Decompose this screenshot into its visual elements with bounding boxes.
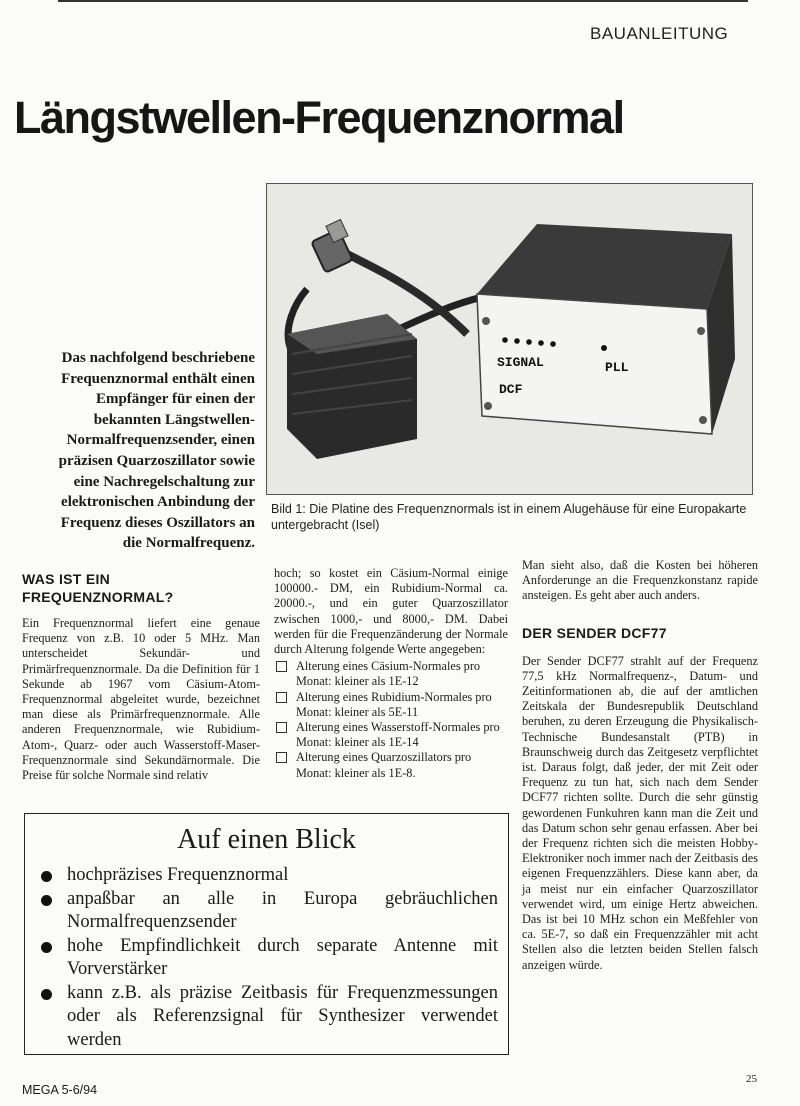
article-title: Längstwellen-Frequenznormal bbox=[14, 92, 624, 143]
paragraph: hoch; so kostet ein Cäsium-Normal einige 100000.- DM, ein Rubidium-Normal ca. 20000.-, und ein guter Quarzoszillator zwischen 1000,- und 8000,- DM. Dabei werden für die Frequenzänderung der Normale durch Alterung folgende Werte angegeben: bbox=[274, 566, 508, 657]
lead-line: bekannten Längstwellen- bbox=[93, 411, 255, 428]
top-rule bbox=[58, 0, 748, 2]
summary-item-text: anpaßbar an alle in Europa gebräuchlichen Normalfrequenzsender bbox=[67, 888, 498, 932]
aging-checklist bbox=[274, 659, 508, 781]
checklist-text: Alterung eines Cäsium-Normales pro Monat: kleiner als 1E-12 bbox=[296, 659, 481, 689]
summary-item-text: hochpräzises Frequenznormal bbox=[67, 865, 289, 885]
lead-line: Empfänger für einen der bbox=[95, 391, 255, 408]
section-heading: WAS IST EIN FREQUENZNORMAL? bbox=[22, 571, 174, 605]
checkbox-icon bbox=[276, 661, 287, 672]
magazine-issue: MEGA 5-6/94 bbox=[22, 1083, 98, 1097]
pll-label: PLL bbox=[605, 360, 629, 375]
lead-line: Frequenz dieses Oszillators an bbox=[60, 514, 255, 531]
checklist-text: Alterung eines Wasserstoff-Normales pro Monat: kleiner als 1E-14 bbox=[296, 720, 500, 750]
summary-item bbox=[67, 864, 498, 888]
lead-line: elektronischen Anbindung der bbox=[61, 494, 255, 511]
figure-caption: Bild 1: Die Platine des Frequenznormals ist in einem Alugehäuse für eine Europakarte untergebracht (Isel) bbox=[271, 502, 747, 532]
summary-box bbox=[24, 813, 509, 1055]
paragraph: Ein Frequenznormal liefert eine genaue Frequenz von z.B. 10 oder 5 MHz. Man unterscheidet Sekundär- und Primärfrequenznormale. Da die Definition für 1 Sekunde ab 1967 vom Cäsium-Atom-Frequenznormal abgeleitet wurde, bezeichnet man diese als Primärfrequenznormale. Alle anderen Frequenznormale, wie Rubidium-Atom-, Quarz- oder auch Wasserstoff-Maser-Frequenznormale sind Sekundärnormale. Die Preise für solche Normale sind relativ bbox=[22, 616, 260, 783]
paragraph: Man sieht also, daß die Kosten bei höheren Anforderunge an die Frequenzkonstanz rapide ansteigen. Es geht aber auch anders. bbox=[522, 558, 758, 603]
bullet-icon bbox=[41, 989, 52, 1000]
checklist-item bbox=[274, 750, 508, 780]
device-photo bbox=[266, 183, 753, 495]
section-heading: DER SENDER DCF77 bbox=[522, 624, 667, 641]
summary-item-text: hohe Empfindlichkeit durch separate Antenne mit Vorverstärker bbox=[67, 935, 498, 979]
checkbox-icon bbox=[276, 722, 287, 733]
lead-line: die Normalfrequenz. bbox=[122, 535, 255, 552]
page-number: 25 bbox=[746, 1073, 757, 1085]
device-illustration bbox=[267, 184, 752, 494]
dcf-label: DCF bbox=[499, 382, 523, 397]
checkbox-icon bbox=[276, 752, 287, 763]
column-3 bbox=[522, 558, 758, 973]
bullet-icon bbox=[41, 871, 52, 882]
summary-list bbox=[25, 864, 508, 1052]
lead-line: präzisen Quarzoszillator sowie bbox=[58, 452, 255, 469]
paragraph: Der Sender DCF77 strahlt auf der Frequenz 77,5 kHz Normalfrequenz-, Datum- und Zeitinformationen ab, die auf der amtlichen Zeitskala der Bundesrepublik Deutschland beruhen, zu deren Erzeugung die Physikalisch-Technische Bundesanstalt (PTB) in Braunschweig durch das Zeitgesetz verpflichtet ist. Daraus folgt, daß jeder, der mit Zeit oder Frequenz zu tun hat, sich nach dem Sender DCF77 richten sollte. Durch die sehr günstig gewordenen Funkuhren kann man die Zeit und das Datum schon sehr genau erfassen. Aber bei der Frequenz richten sich die meisten Hobby-Elektroniker noch immer nach der Zeitbasis des eigenen Frequenzzählers. Diese kann aber, da ja meist nur ein einfacher Quarzoszillator verwendet wird, um einige Hertz abweichen. Das ist bei 10 MHz schon ein Meßfehler von ca. 5E-7, so daß ein Frequenzzähler mit acht Stellen also die letzten beiden Stellen falsch anzeigen würde. bbox=[522, 653, 758, 972]
summary-item bbox=[67, 888, 498, 935]
checkbox-icon bbox=[276, 692, 287, 703]
column-1 bbox=[22, 571, 260, 783]
summary-title: Auf einen Blick bbox=[177, 824, 356, 855]
section-label: BAUANLEITUNG bbox=[590, 24, 729, 43]
checklist-item bbox=[274, 690, 508, 720]
lead-line: Frequenznormal enthält einen bbox=[61, 370, 255, 387]
checklist-item bbox=[274, 720, 508, 750]
signal-label: SIGNAL bbox=[497, 355, 544, 370]
lead-line: Das nachfolgend beschriebene bbox=[61, 350, 255, 366]
checklist-item bbox=[274, 659, 508, 689]
checklist-text: Alterung eines Rubidium-Normales pro Monat: kleiner als 5E-11 bbox=[296, 689, 492, 719]
bullet-icon bbox=[41, 895, 52, 906]
column-2 bbox=[274, 566, 508, 781]
summary-item bbox=[67, 982, 498, 1053]
lead-line: Normalfrequenzsender, einen bbox=[66, 432, 255, 449]
lead-paragraph bbox=[20, 348, 255, 554]
summary-item bbox=[67, 935, 498, 982]
lead-line: eine Nachregelschaltung zur bbox=[73, 473, 255, 490]
bullet-icon bbox=[41, 942, 52, 953]
summary-item-text: kann z.B. als präzise Zeitbasis für Frequenzmessungen oder als Referenzsignal für Synthesizer verwendet werden bbox=[67, 982, 498, 1050]
checklist-text: Alterung eines Quarzoszillators pro Monat: kleiner als 1E-8. bbox=[296, 750, 472, 780]
